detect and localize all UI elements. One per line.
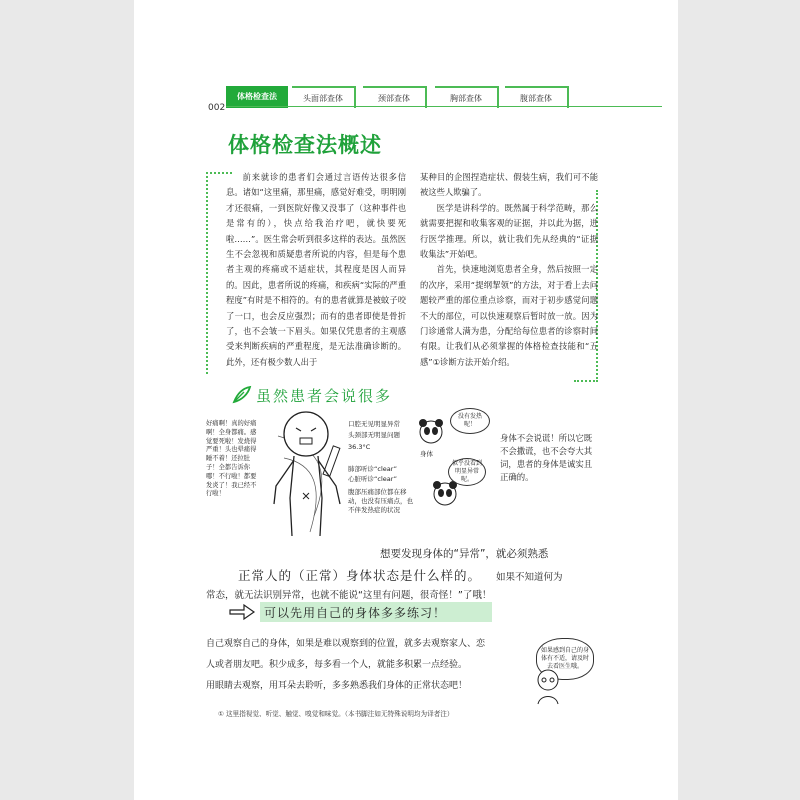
note-mouth: 口腔无见明显异常	[348, 420, 400, 428]
body-left-column: 前来就诊的患者们会通过言语传达很多信息。诸如“这里痛，那里痛，感觉好难受，明明刚才还很痛，一到医院好像又没事了（这种事件也是常有的），快点给我治疗吧，就快要死啦……”。医生常会听到很多这样的表达。虽然医生不会忽视和质疑患者所说的内容，但是每个患者主观的疼痛或不适症状，其程度是因人而异的。因此，患者所说的疼痛，和疾病“实际的严重程度”有时是不相符的。有的患者就算是被蚊子咬了一口，也会反应强烈；而有的患者即使是骨折了，也不会皱一下眉头。如果仅凭患者的主观感受来判断疾病的严重程度，是无法准确诊断的。此外，还有极少数人出于	[226, 172, 406, 367]
page-title: 体格检查法概述	[228, 133, 382, 157]
header-rule	[226, 106, 662, 107]
note-lung-auscultation: 肺部听诊“clear”	[348, 465, 398, 473]
doctor-speech-bubble: 如果感到自己的身体有不适，请及时去看医生哦。	[536, 638, 594, 680]
panda-doctor-icon	[416, 416, 446, 446]
body-label: 身体	[420, 450, 433, 458]
tab-head-face: 头面部查体	[292, 86, 356, 108]
handwriting-line-2: 正常人的（正常）身体状态是什么样的。	[238, 568, 482, 583]
tab-physical-exam: 体格检查法	[226, 86, 288, 108]
body-truth-text: 身体不会说谎！所以它既不会撒谎，也不会夸大其词，患者的身体是诚实且正确的。	[500, 433, 593, 482]
practice-line-3: 用眼睛去观察，用耳朵去聆听，多多熟悉我们身体的正常状态吧！	[206, 681, 468, 691]
handwriting-line-1: 想要发现身体的“异常”，就必须熟悉	[380, 548, 549, 560]
patient-complaint-text: 好痛啊！真的好痛啊！全身都痛。感觉要死啦！发烧得严重！头也晕痛得睡不着！还拉肚子！全都告诉你哪！不行啦！都要发炎了！我已经不行啦！	[206, 420, 257, 498]
book-page	[134, 0, 678, 800]
note-head-neck: 头颈部无明显问题	[348, 431, 400, 439]
tab-neck: 颈部查体	[363, 86, 427, 108]
tab-chest: 胸部查体	[435, 86, 499, 108]
left-page-gutter	[0, 0, 134, 800]
arrow-right-icon	[228, 603, 256, 621]
leaf-icon	[230, 384, 252, 406]
footnote: ① 这里指视觉、听觉、触觉、嗅觉和味觉。（本书脚注如无特殊说明均为译者注）	[218, 710, 454, 718]
page-number: 002	[208, 103, 226, 113]
panda-speech-bubble-2: 似乎没看到明显异常呢。	[448, 458, 486, 486]
handwriting-line-3: 常态，就无法识别异常，也就不能说“这里有问题，很奇怪！”了哦！	[206, 590, 492, 601]
panda-speech-bubble-1: 没有发热呢！	[450, 408, 490, 434]
practice-callout: 可以先用自己的身体多多练习！	[264, 606, 447, 620]
practice-line-2: 人或者朋友吧。积少成多，每多看一个人，就能多积累一点经验。	[206, 660, 468, 670]
illustration-heading: 虽然患者会说很多	[256, 387, 393, 405]
body-right-column: 某种目的企图捏造症状、假装生病，我们可不能被这些人欺骗了。 医学是讲科学的。既然属于科学范畴，那么就需要把握和收集客观的证据，并以此为据，进行医学推理。所以，就让我们先从经典的“证据收集法”开始吧。 首先，快速地浏览患者全身，然后按照一定的次序，采用“提纲挈领”的方法，对于看上去问题较严重的部位重点诊察，而对于初步感觉问题不大的部位，可以快速观察后暂时放一放。因为门诊通常人满为患，分配给每位患者的诊察时间有限。让我们从必须掌握的体格检查技能和“五感”①诊断方法开始介绍。	[420, 172, 598, 367]
doctor-character-icon	[530, 666, 566, 706]
tab-abdomen: 腹部查体	[505, 86, 569, 108]
note-temperature: 36.3°C	[348, 443, 371, 451]
handwriting-line-3-prefix: 如果不知道何为	[496, 572, 563, 583]
note-heart-auscultation: 心脏听诊“clear”	[348, 475, 398, 483]
right-page-gutter	[678, 0, 800, 800]
practice-line-1: 自己观察自己的身体，如果是难以观察到的位置，就多去观察家人、恋	[206, 639, 486, 649]
note-abdomen: 腹部压痛部位都在移动，也没有压痛点，也不伴发热症的状况	[348, 488, 413, 514]
